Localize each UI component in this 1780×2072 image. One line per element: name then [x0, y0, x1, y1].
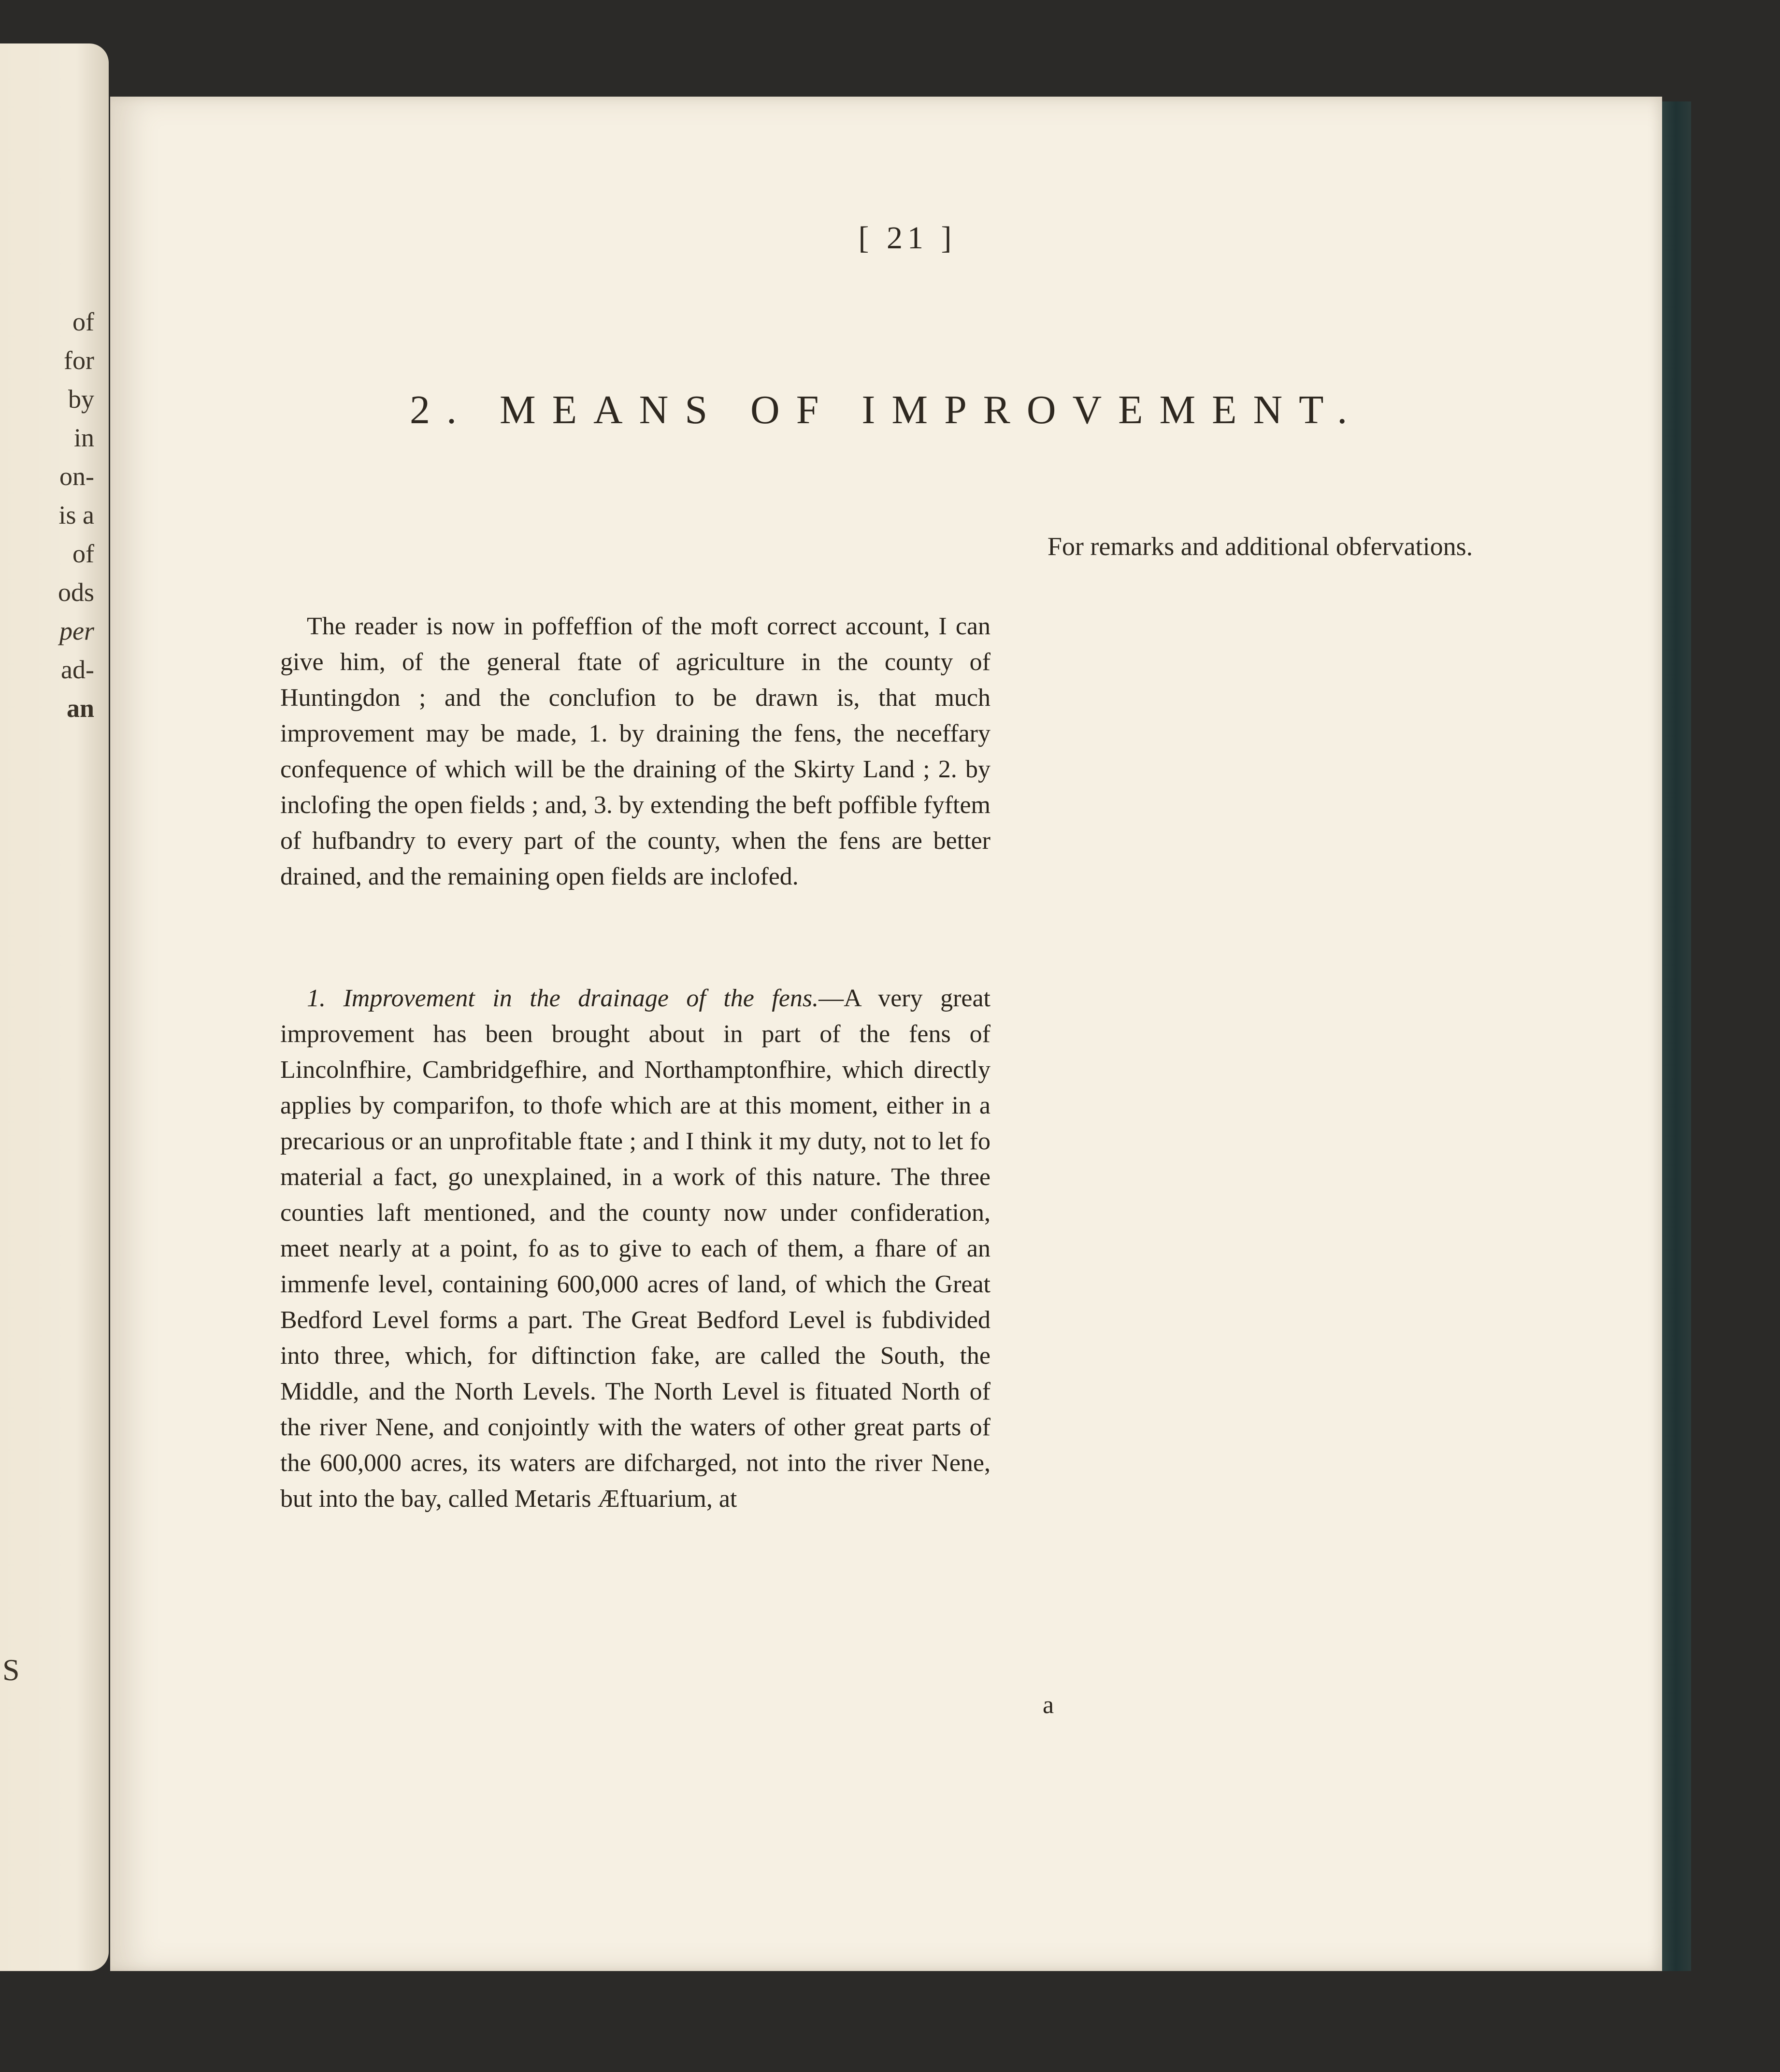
paragraph-2-heading: 1. Improvement in the drainage of the fens.	[307, 985, 819, 1012]
book-page	[110, 97, 1662, 1971]
paragraph-2-body: —A very great improvement has been brought about in part of the fens of Lincolnfhire, Cambridgefhire, and Northamptonfhire, which directly applies by comparifon, to thofe which are at this moment, either in a precarious or an unprofitable ftate ; and I think it my duty, not to let fo material a fact, go unexplained, in a work of this nature. The three counties laft mentioned, and the county now under confideration, meet nearly at a point, fo as to give to each of them, a fhare of an immenfe level, containing 600,000 acres of land, of which the Great Bedford Level forms a part. The Great Bedford Level is fubdivided into three, which, for diftinction fake, are called the South, the Middle, and the North Levels. The North Level is fituated North of the river Nene, and conjointly with the waters of other great parts of the 600,000 acres, its waters are difcharged, not into the river Nene, but into the bay, called Metaris Æftuarium, at	[280, 985, 990, 1513]
section-title: 2. MEANS OF IMPROVEMENT.	[410, 387, 1364, 432]
left-page-signature: S	[2, 1653, 20, 1687]
paragraph-2	[280, 981, 990, 1517]
left-facing-page	[0, 43, 109, 1971]
left-page-fragment: in	[73, 423, 94, 452]
left-page-fragment: per	[59, 616, 94, 645]
catchword: a	[1043, 1691, 1054, 1719]
paragraph-1: The reader is now in poffeffion of the moft correct account, I can give him, of the general ftate of agriculture in the county of Huntingdon ; and the conclufion to be drawn is, that much improvement may be made, 1. by draining the fens, the neceffary confequence of which will be the draining of the Skirty Land ; 2. by inclofing the open fields ; and, 3. by extending the beft poffible fyftem of hufbandry to every part of the county, when the fens are better drained, and the remaining open fields are inclofed.	[280, 613, 990, 890]
page-number: [ 21 ]	[858, 220, 957, 256]
left-page-fragment: ods	[57, 578, 94, 607]
left-page-fragment: is a	[58, 500, 94, 529]
left-page-fragment: on-	[59, 462, 94, 491]
left-page-fragment: by	[68, 385, 94, 414]
left-page-fragment: an	[66, 694, 94, 723]
left-page-fragment: of	[72, 307, 94, 336]
margin-note: For remarks and additional obfervations.	[1047, 532, 1473, 561]
left-page-fragment: for	[64, 346, 94, 375]
left-page-fragment: of	[72, 539, 94, 568]
left-page-fragment: ad-	[61, 655, 94, 684]
